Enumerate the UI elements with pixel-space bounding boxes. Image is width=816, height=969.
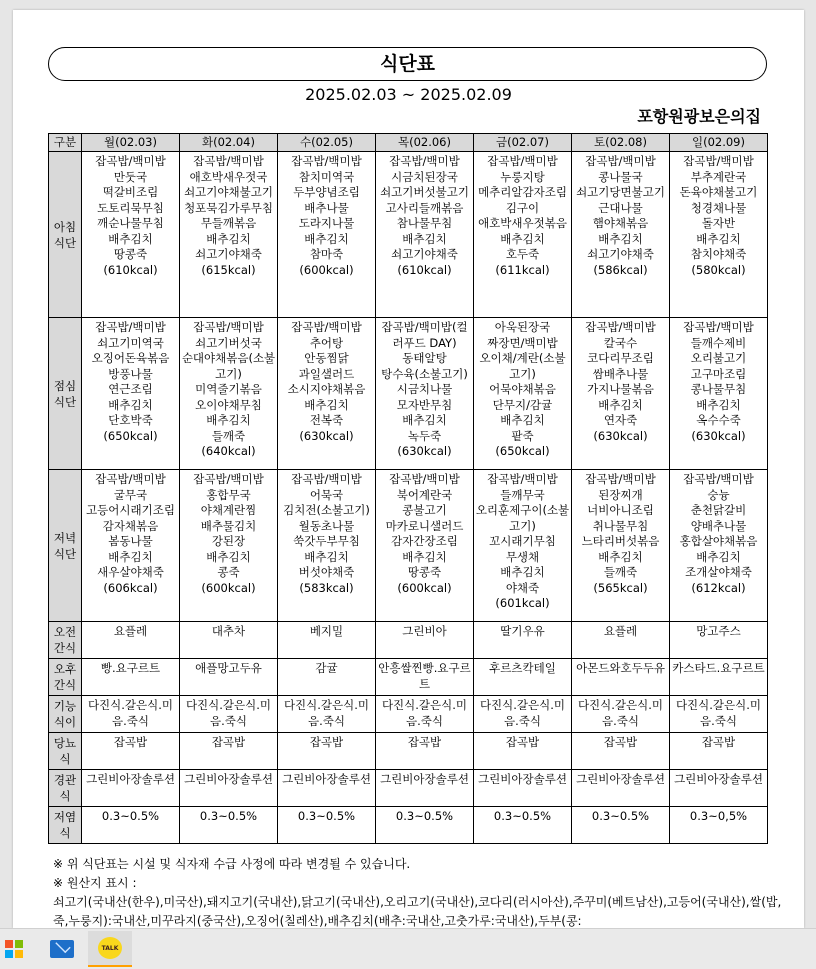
menu-table	[48, 133, 768, 844]
row-dinner	[49, 470, 768, 622]
document-page	[13, 10, 804, 928]
note-origin-title: ※ 원산지 표시 :	[53, 876, 137, 890]
note-change: ※ 위 식단표는 시설 및 식자재 수급 사정에 따라 변경될 수 있습니다.	[53, 857, 411, 871]
start-button[interactable]	[0, 931, 36, 967]
day-header: 월(02.03)	[82, 134, 180, 152]
mail-icon	[50, 940, 74, 958]
menu-cell: 다진식.갈은식.미음.죽식	[572, 696, 670, 733]
menu-cell: 잡곡밥	[278, 733, 376, 770]
menu-cell: 잡곡밥/백미밥(컬러푸드 DAY) 동태알탕 탕수육(소불고기) 시금치나물 모자반무침 배추김치 녹두죽 (630kcal)	[376, 318, 474, 470]
menu-cell: 아몬드와호두두유	[572, 659, 670, 696]
row-functional-diet	[49, 696, 768, 733]
menu-cell: 다진식.갈은식.미음.죽식	[474, 696, 572, 733]
kakaotalk-icon: TALK	[98, 937, 122, 959]
menu-cell: 잡곡밥/백미밥 홍합무국 야채계란찜 배추물김치 강된장 배추김치 콩죽 (600kcal)	[180, 470, 278, 622]
menu-cell: 잡곡밥/백미밥 들깨무국 오리훈제구이(소불고기) 꼬시래기무침 무생채 배추김치 야채죽 (601kcal)	[474, 470, 572, 622]
row-label: 오전 간식	[49, 622, 82, 659]
menu-cell: 잡곡밥/백미밥 들깨수제비 오리불고기 고구마조림 콩나물무침 배추김치 옥수수죽 (630kcal)	[670, 318, 768, 470]
menu-cell: 잡곡밥	[670, 733, 768, 770]
menu-cell: 잡곡밥	[180, 733, 278, 770]
menu-cell: 잡곡밥/백미밥 어묵국 김치전(소불고기) 월동초나물 쑥갓두부무침 배추김치 버섯야채죽 (583kcal)	[278, 470, 376, 622]
menu-cell: 망고주스	[670, 622, 768, 659]
menu-cell: 잡곡밥/백미밥 굴무국 고등어시래기조림 감자채볶음 봄동나물 배추김치 새우살야채죽 (606kcal)	[82, 470, 180, 622]
menu-cell: 다진식.갈은식.미음.죽식	[278, 696, 376, 733]
note-origin-detail: 쇠고기(국내산(한우),미국산),돼지고기(국내산),닭고기(국내산),오리고기(국내산),코다리(러시아산),주꾸미(베트남산),고등어(국내산),쌀(밥,죽,누룽지):국내산,미꾸라지(중국산),오징어(칠레산),배추김치(배추:국내산,고춧가루:국내산),두부(콩:	[53, 895, 782, 928]
row-lunch	[49, 318, 768, 470]
row-label: 경관 식	[49, 770, 82, 807]
menu-cell: 0.3~0,5%	[670, 807, 768, 844]
day-header-sunday: 일(02.09)	[670, 134, 768, 152]
notes	[53, 855, 793, 928]
header-row	[49, 134, 768, 152]
menu-cell: 딸기우유	[474, 622, 572, 659]
menu-cell: 잡곡밥/백미밥 부추계란국 돈육야채불고기 청경채나물 돌자반 배추김치 참치야채죽 (580kcal)	[670, 152, 768, 318]
row-label: 당뇨 식	[49, 733, 82, 770]
menu-cell: 그린비아장솔루션	[474, 770, 572, 807]
row-label: 점심 식단	[49, 318, 82, 470]
menu-cell: 잡곡밥	[572, 733, 670, 770]
menu-cell: 다진식.갈은식.미음.죽식	[82, 696, 180, 733]
menu-cell: 잡곡밥/백미밥 칼국수 코다리무조림 쌈배추나물 가지나물볶음 배추김치 연자죽 (630kcal)	[572, 318, 670, 470]
menu-cell: 잡곡밥/백미밥 누룽지탕 메추리알감자조림 김구이 애호박새우젓볶음 배추김치 호두죽 (611kcal)	[474, 152, 572, 318]
day-header-saturday: 토(02.08)	[572, 134, 670, 152]
menu-cell: 잡곡밥/백미밥 애호박새우젓국 쇠고기야채불고기 청포묵김가루무침 무들깨볶음 배추김치 쇠고기야채죽 (615kcal)	[180, 152, 278, 318]
menu-cell: 요플레	[82, 622, 180, 659]
menu-cell: 잡곡밥	[82, 733, 180, 770]
menu-cell: 0.3~0.5%	[82, 807, 180, 844]
menu-cell: 요플레	[572, 622, 670, 659]
row-label: 오후 간식	[49, 659, 82, 696]
menu-cell: 감귤	[278, 659, 376, 696]
menu-cell: 빵.요구르트	[82, 659, 180, 696]
menu-cell: 잡곡밥/백미밥 시금치된장국 쇠고기버섯불고기 고사리들깨볶음 참나물무침 배추김치 쇠고기야채죽 (610kcal)	[376, 152, 474, 318]
menu-period: 2025.02.03 ~ 2025.02.09	[305, 85, 512, 104]
row-afternoon-snack	[49, 659, 768, 696]
menu-cell: 0.3~0.5%	[474, 807, 572, 844]
menu-cell: 잡곡밥/백미밥 쇠고기미역국 오징어돈육볶음 방풍나물 연근조림 배추김치 단호박죽 (650kcal)	[82, 318, 180, 470]
menu-cell: 0.3~0.5%	[572, 807, 670, 844]
menu-cell: 아욱된장국 짜장면/백미밥 오이채/계란(소불고기) 어묵야채볶음 단무지/감귤 배추김치 팥죽 (650kcal)	[474, 318, 572, 470]
menu-cell: 그린비아	[376, 622, 474, 659]
day-header: 수(02.05)	[278, 134, 376, 152]
menu-cell: 그린비아장솔루션	[572, 770, 670, 807]
menu-cell: 잡곡밥/백미밥 콩나물국 쇠고기당면불고기 근대나물 햄야채볶음 배추김치 쇠고기야채죽 (586kcal)	[572, 152, 670, 318]
menu-cell: 다진식.갈은식.미음.죽식	[376, 696, 474, 733]
menu-cell: 다진식.갈은식.미음.죽식	[180, 696, 278, 733]
menu-cell: 잡곡밥/백미밥 추어탕 안동찜닭 과일샐러드 소시지야채볶음 배추김치 전복죽 (630kcal)	[278, 318, 376, 470]
row-diabetic-diet	[49, 733, 768, 770]
menu-cell: 0.3~0.5%	[278, 807, 376, 844]
menu-cell: 안흥쌀찐빵.요구르트	[376, 659, 474, 696]
mail-button[interactable]	[40, 931, 84, 967]
header-corner: 구분	[49, 134, 82, 152]
row-low-sodium	[49, 807, 768, 844]
menu-cell: 후르츠칵테일	[474, 659, 572, 696]
day-header: 화(02.04)	[180, 134, 278, 152]
menu-cell: 대추차	[180, 622, 278, 659]
row-label: 기능 식이	[49, 696, 82, 733]
taskbar	[0, 928, 816, 969]
menu-cell: 그린비아장솔루션	[376, 770, 474, 807]
menu-cell: 다진식.갈은식.미음.죽식	[670, 696, 768, 733]
menu-cell: 잡곡밥/백미밥 참치미역국 두부양념조림 배추나물 도라지나물 배추김치 참마죽 (600kcal)	[278, 152, 376, 318]
menu-cell: 잡곡밥/백미밥 북어계란국 콩불고기 마카로니샐러드 감자간장조림 배추김치 땅콩죽 (600kcal)	[376, 470, 474, 622]
kakaotalk-button[interactable]	[88, 931, 132, 967]
row-morning-snack	[49, 622, 768, 659]
menu-cell: 잡곡밥/백미밥 만둣국 떡갈비조림 도토리묵무침 깨순나물무침 배추김치 땅콩죽 (610kcal)	[82, 152, 180, 318]
row-label: 저염 식	[49, 807, 82, 844]
day-header: 금(02.07)	[474, 134, 572, 152]
menu-cell: 그린비아장솔루션	[82, 770, 180, 807]
menu-cell: 잡곡밥	[474, 733, 572, 770]
row-label: 아침 식단	[49, 152, 82, 318]
menu-cell: 애플망고두유	[180, 659, 278, 696]
organization-name: 포항원광보은의집	[637, 107, 761, 126]
day-header: 목(02.06)	[376, 134, 474, 152]
page-title: 식단표	[48, 47, 767, 81]
menu-cell: 0.3~0.5%	[180, 807, 278, 844]
menu-cell: 잡곡밥/백미밥 된장찌개 너비아니조림 취나물무침 느타리버섯볶음 배추김치 들깨죽 (565kcal)	[572, 470, 670, 622]
menu-cell: 카스타드.요구르트	[670, 659, 768, 696]
row-label: 저녁 식단	[49, 470, 82, 622]
menu-cell: 그린비아장솔루션	[180, 770, 278, 807]
menu-cell: 잡곡밥/백미밥 숭늉 춘천닭갈비 양배추나물 홍합살야채볶음 배추김치 조개살야채죽 (612kcal)	[670, 470, 768, 622]
menu-cell: 베지밀	[278, 622, 376, 659]
menu-cell: 0.3~0.5%	[376, 807, 474, 844]
menu-cell: 잡곡밥	[376, 733, 474, 770]
row-tube-feeding	[49, 770, 768, 807]
menu-cell: 그린비아장솔루션	[278, 770, 376, 807]
menu-cell: 잡곡밥/백미밥 쇠고기버섯국 순대야채볶음(소불고기) 미역줄기볶음 오이야채무침 배추김치 들깨죽 (640kcal)	[180, 318, 278, 470]
row-breakfast	[49, 152, 768, 318]
menu-cell: 그린비아장솔루션	[670, 770, 768, 807]
start-icon	[5, 940, 23, 958]
